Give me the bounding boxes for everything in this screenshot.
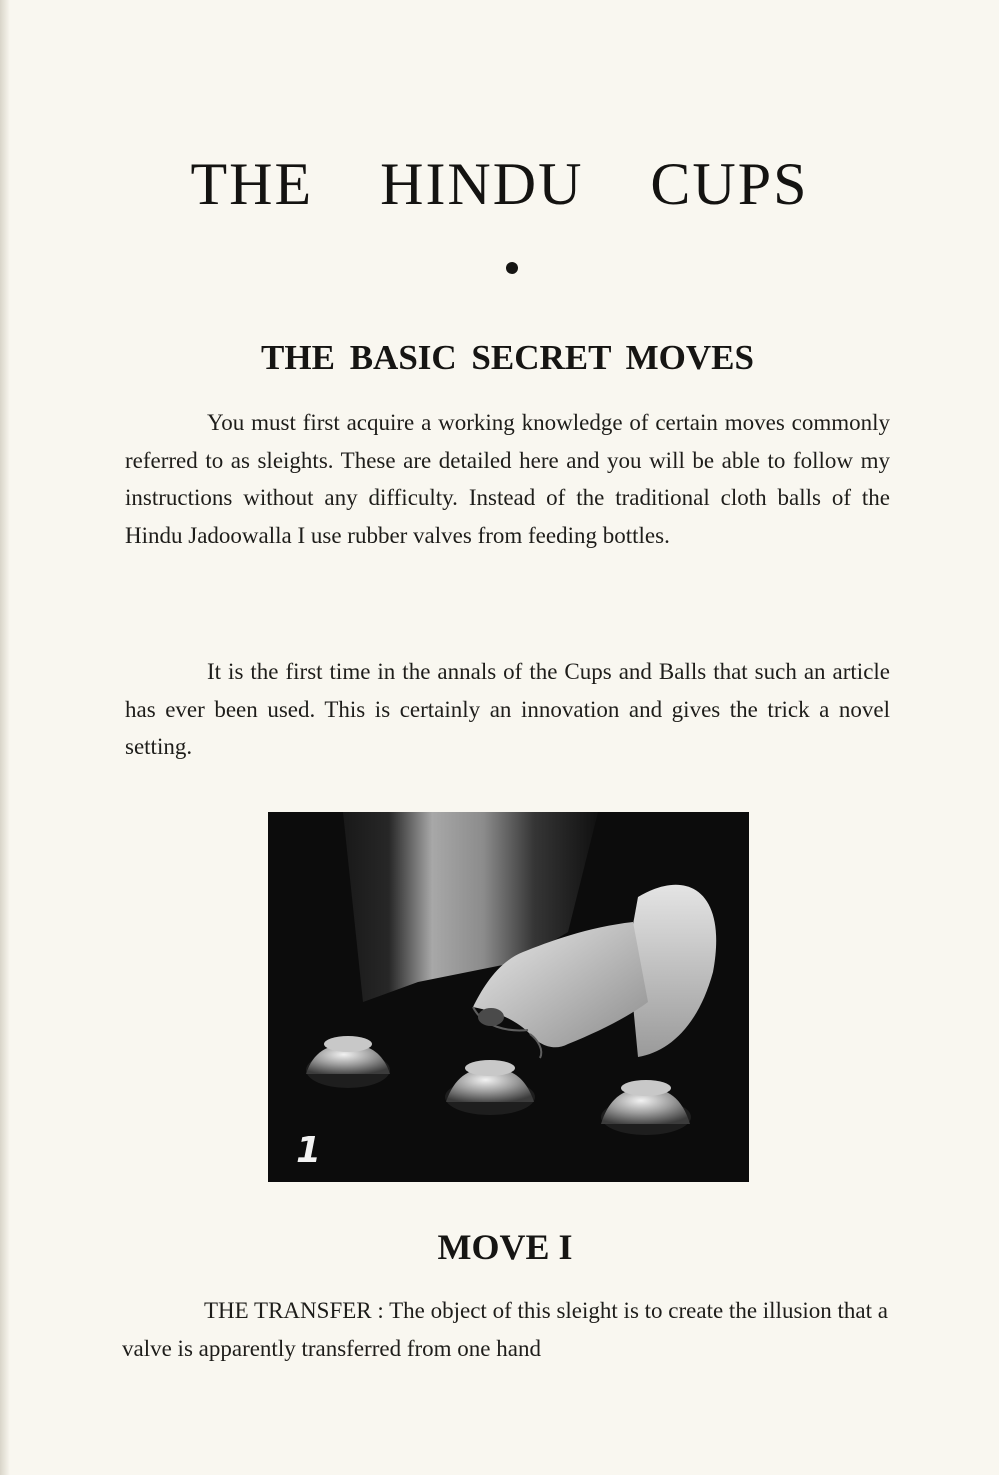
move-heading: MOVE I [437,1227,573,1267]
figure-number-label: 1 [296,1130,322,1171]
innovation-paragraph [125,653,890,766]
section-heading: THE BASIC SECRET MOVES [261,338,754,377]
figure-photo [268,812,749,1182]
intro-paragraph [125,404,890,554]
move-paragraph-text: THE TRANSFER : The object of this sleight is to create the illusion that a valve is apparently transferred from one hand [122,1298,888,1361]
photo-hand-and-cups [268,812,749,1182]
page-title: THE HINDU CUPS [190,151,809,217]
bullet-ornament [506,262,518,274]
move-paragraph [122,1292,888,1367]
innovation-paragraph-text: It is the first time in the annals of the Cups and Balls that such an article has ever been used. This is certainly an innovation and gives the trick a novel setting. [125,659,890,759]
intro-paragraph-text: You must first acquire a working knowledge of certain moves commonly referred to as sleights. These are detailed here and you will be able to follow my instructions without any difficulty. Instead of the traditional cloth balls of the Hindu Jadoowalla I use rubber valves from feeding bottles. [125,410,890,548]
